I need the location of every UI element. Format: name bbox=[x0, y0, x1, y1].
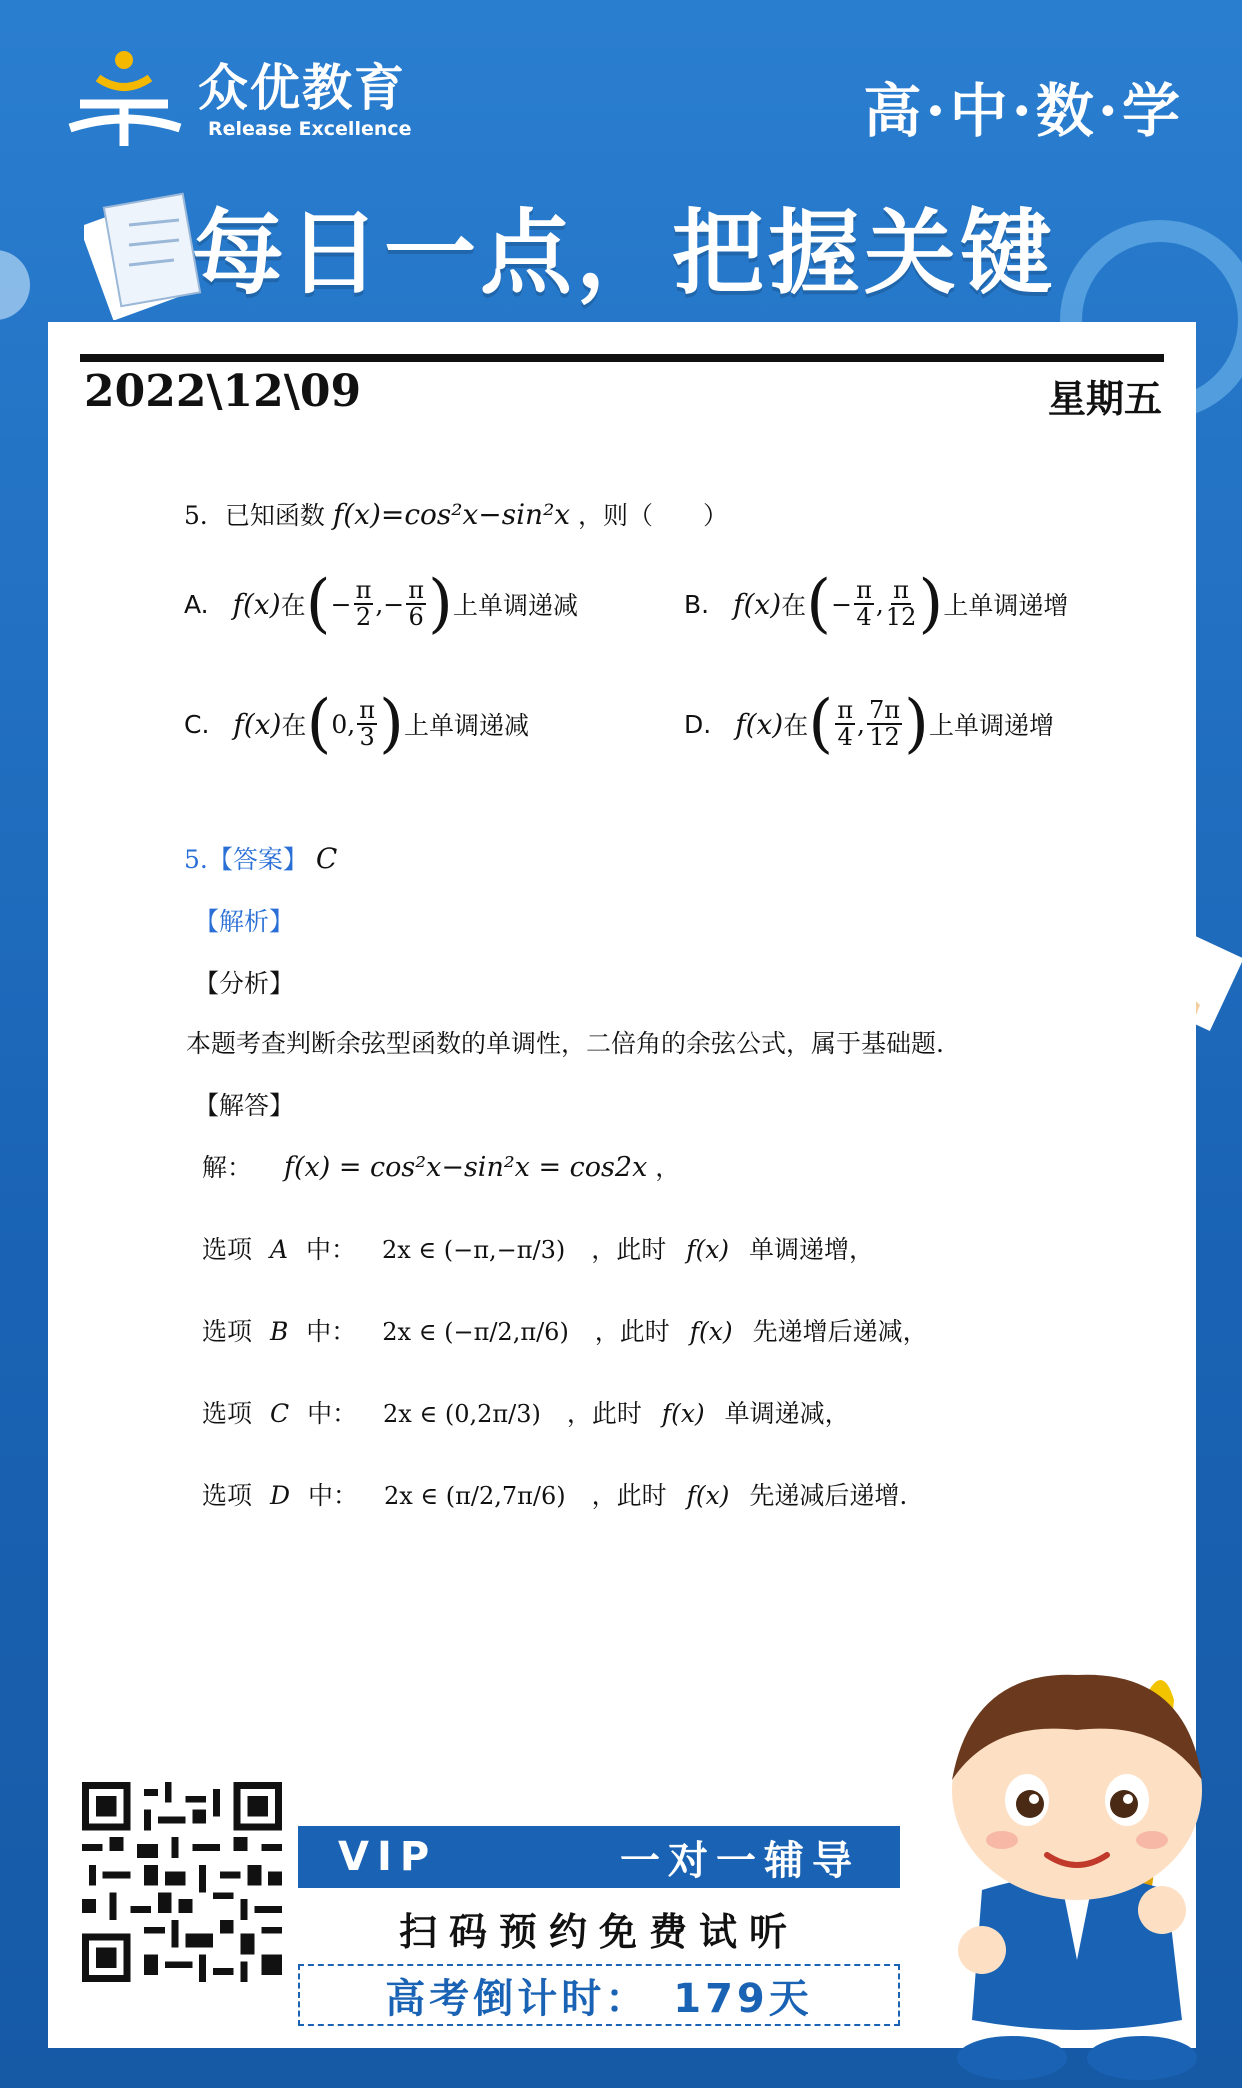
paper-icon bbox=[84, 190, 204, 320]
slogan: 每日一点，把握关键 bbox=[192, 200, 1057, 307]
option-b[interactable] bbox=[684, 567, 1069, 641]
header-rule bbox=[80, 354, 1164, 362]
left-paren: ( bbox=[305, 567, 331, 641]
fraction: $\frac{\pi}{4}$ bbox=[856, 575, 872, 631]
logo-chinese: 众优教育 bbox=[198, 59, 406, 117]
interval-open: − bbox=[330, 589, 352, 619]
logo-mark-icon bbox=[66, 48, 186, 148]
right-paren: ) bbox=[903, 687, 929, 761]
scan-text: 扫码预约免费试听 bbox=[398, 1909, 799, 1954]
option-c[interactable] bbox=[184, 687, 530, 761]
stem-prefix: 5．已知函数 bbox=[184, 501, 325, 530]
solution-suffix: ， bbox=[655, 1153, 681, 1182]
step-b: 选项 B 中： 2x ∈ (−π/2,π/6) ，此时 f(x) 先递增后递减， bbox=[202, 1317, 928, 1346]
analysis-label: 【解析】 bbox=[194, 907, 295, 936]
stem-math: f(x)=cos²x−sin²x bbox=[332, 498, 571, 531]
step-range: 2x ∈ (−π,−π/3) bbox=[381, 1236, 566, 1264]
countdown-days: 179天 bbox=[673, 1975, 813, 2022]
countdown-label: 高考倒计时： bbox=[385, 1975, 650, 2022]
solution-prefix: 解： bbox=[202, 1153, 253, 1182]
left-paren: ( bbox=[808, 687, 834, 761]
vip-label: VIP bbox=[338, 1834, 438, 1880]
qr-code-icon[interactable] bbox=[82, 1782, 282, 1982]
fraction: $\frac{\pi}{4}$ bbox=[837, 695, 853, 751]
option-d[interactable] bbox=[684, 687, 1054, 761]
fraction: $\frac{\pi}{2}$ bbox=[355, 575, 372, 631]
fenxi-label: 【分析】 bbox=[194, 969, 295, 998]
option-fx: f(x) bbox=[233, 707, 282, 741]
option-fx: f(x) bbox=[735, 707, 784, 741]
fraction: $\frac{\pi}{3}$ bbox=[359, 695, 376, 751]
question-stem bbox=[184, 496, 728, 532]
interval-open: 0, bbox=[331, 709, 356, 739]
left-paren: ( bbox=[806, 567, 832, 641]
option-letter: C. bbox=[184, 709, 210, 739]
option-at: 在 bbox=[280, 591, 306, 620]
right-paren: ) bbox=[428, 567, 453, 641]
option-at: 在 bbox=[781, 591, 807, 620]
solution-math: f(x) = cos²x−sin²x = cos2x bbox=[283, 1152, 648, 1183]
option-tail: 上单调递增 bbox=[928, 711, 1054, 740]
logo-english: Release Excellence bbox=[208, 118, 412, 140]
option-fx: f(x) bbox=[733, 587, 782, 621]
fenxi-text: 本题考查判断余弦型函数的单调性，二倍角的余弦公式，属于基础题. bbox=[186, 1029, 944, 1058]
step-c: 选项 C 中： 2x ∈ (0,2π/3) ，此时 f(x) 单调递减， bbox=[202, 1399, 850, 1428]
option-at: 在 bbox=[783, 711, 809, 740]
step-range: 2x ∈ (0,2π/3) bbox=[383, 1400, 541, 1428]
step-a: 选项 A 中： 2x ∈ (−π,−π/3) ，此时 f(x) 单调递增， bbox=[202, 1235, 875, 1264]
interval-open: − bbox=[831, 589, 853, 619]
weekday: 星期五 bbox=[1047, 376, 1162, 421]
mascot-icon bbox=[912, 1660, 1242, 2088]
step-range: 2x ∈ (−π/2,π/6) bbox=[382, 1318, 569, 1346]
fraction: $\frac{7\pi}{12}$ bbox=[868, 695, 900, 751]
step-d: 选项 D 中： 2x ∈ (π/2,7π/6) ，此时 f(x) 先递减后递增. bbox=[202, 1481, 908, 1510]
option-letter: A. bbox=[184, 589, 209, 619]
date: 2022\12\09 bbox=[84, 366, 362, 417]
jieda-label: 【解答】 bbox=[194, 1091, 295, 1120]
left-paren: ( bbox=[306, 687, 332, 761]
option-at: 在 bbox=[281, 711, 307, 740]
subject-title: 高·中·数·学 bbox=[863, 77, 1184, 145]
interval-sep: , bbox=[856, 709, 865, 739]
answer-label: 5.【答案】 bbox=[184, 845, 308, 874]
interval-sep: , bbox=[875, 589, 884, 619]
option-fx: f(x) bbox=[232, 587, 281, 621]
countdown-box bbox=[298, 1964, 900, 2026]
option-letter: B. bbox=[684, 589, 710, 619]
vip-banner[interactable] bbox=[298, 1826, 900, 1888]
option-tail: 上单调递减 bbox=[453, 591, 579, 620]
interval-sep: ,− bbox=[375, 589, 405, 619]
step-range: 2x ∈ (π/2,7π/6) bbox=[383, 1482, 566, 1510]
fraction: $\frac{\pi}{12}$ bbox=[885, 575, 917, 631]
solution-line bbox=[202, 1148, 680, 1184]
stem-suffix: ，则（ ） bbox=[578, 501, 729, 530]
option-letter: D. bbox=[684, 709, 712, 739]
answer-value: C bbox=[315, 842, 338, 875]
brand-logo bbox=[66, 48, 446, 158]
option-tail: 上单调递减 bbox=[404, 711, 530, 740]
fraction: $\frac{\pi}{6}$ bbox=[408, 575, 425, 631]
option-tail: 上单调递增 bbox=[943, 591, 1069, 620]
option-a[interactable] bbox=[184, 567, 579, 641]
answer-line bbox=[184, 840, 337, 876]
right-paren: ) bbox=[379, 687, 405, 761]
right-paren: ) bbox=[918, 567, 944, 641]
tutor-label: 一对一辅导 bbox=[620, 1837, 860, 1884]
